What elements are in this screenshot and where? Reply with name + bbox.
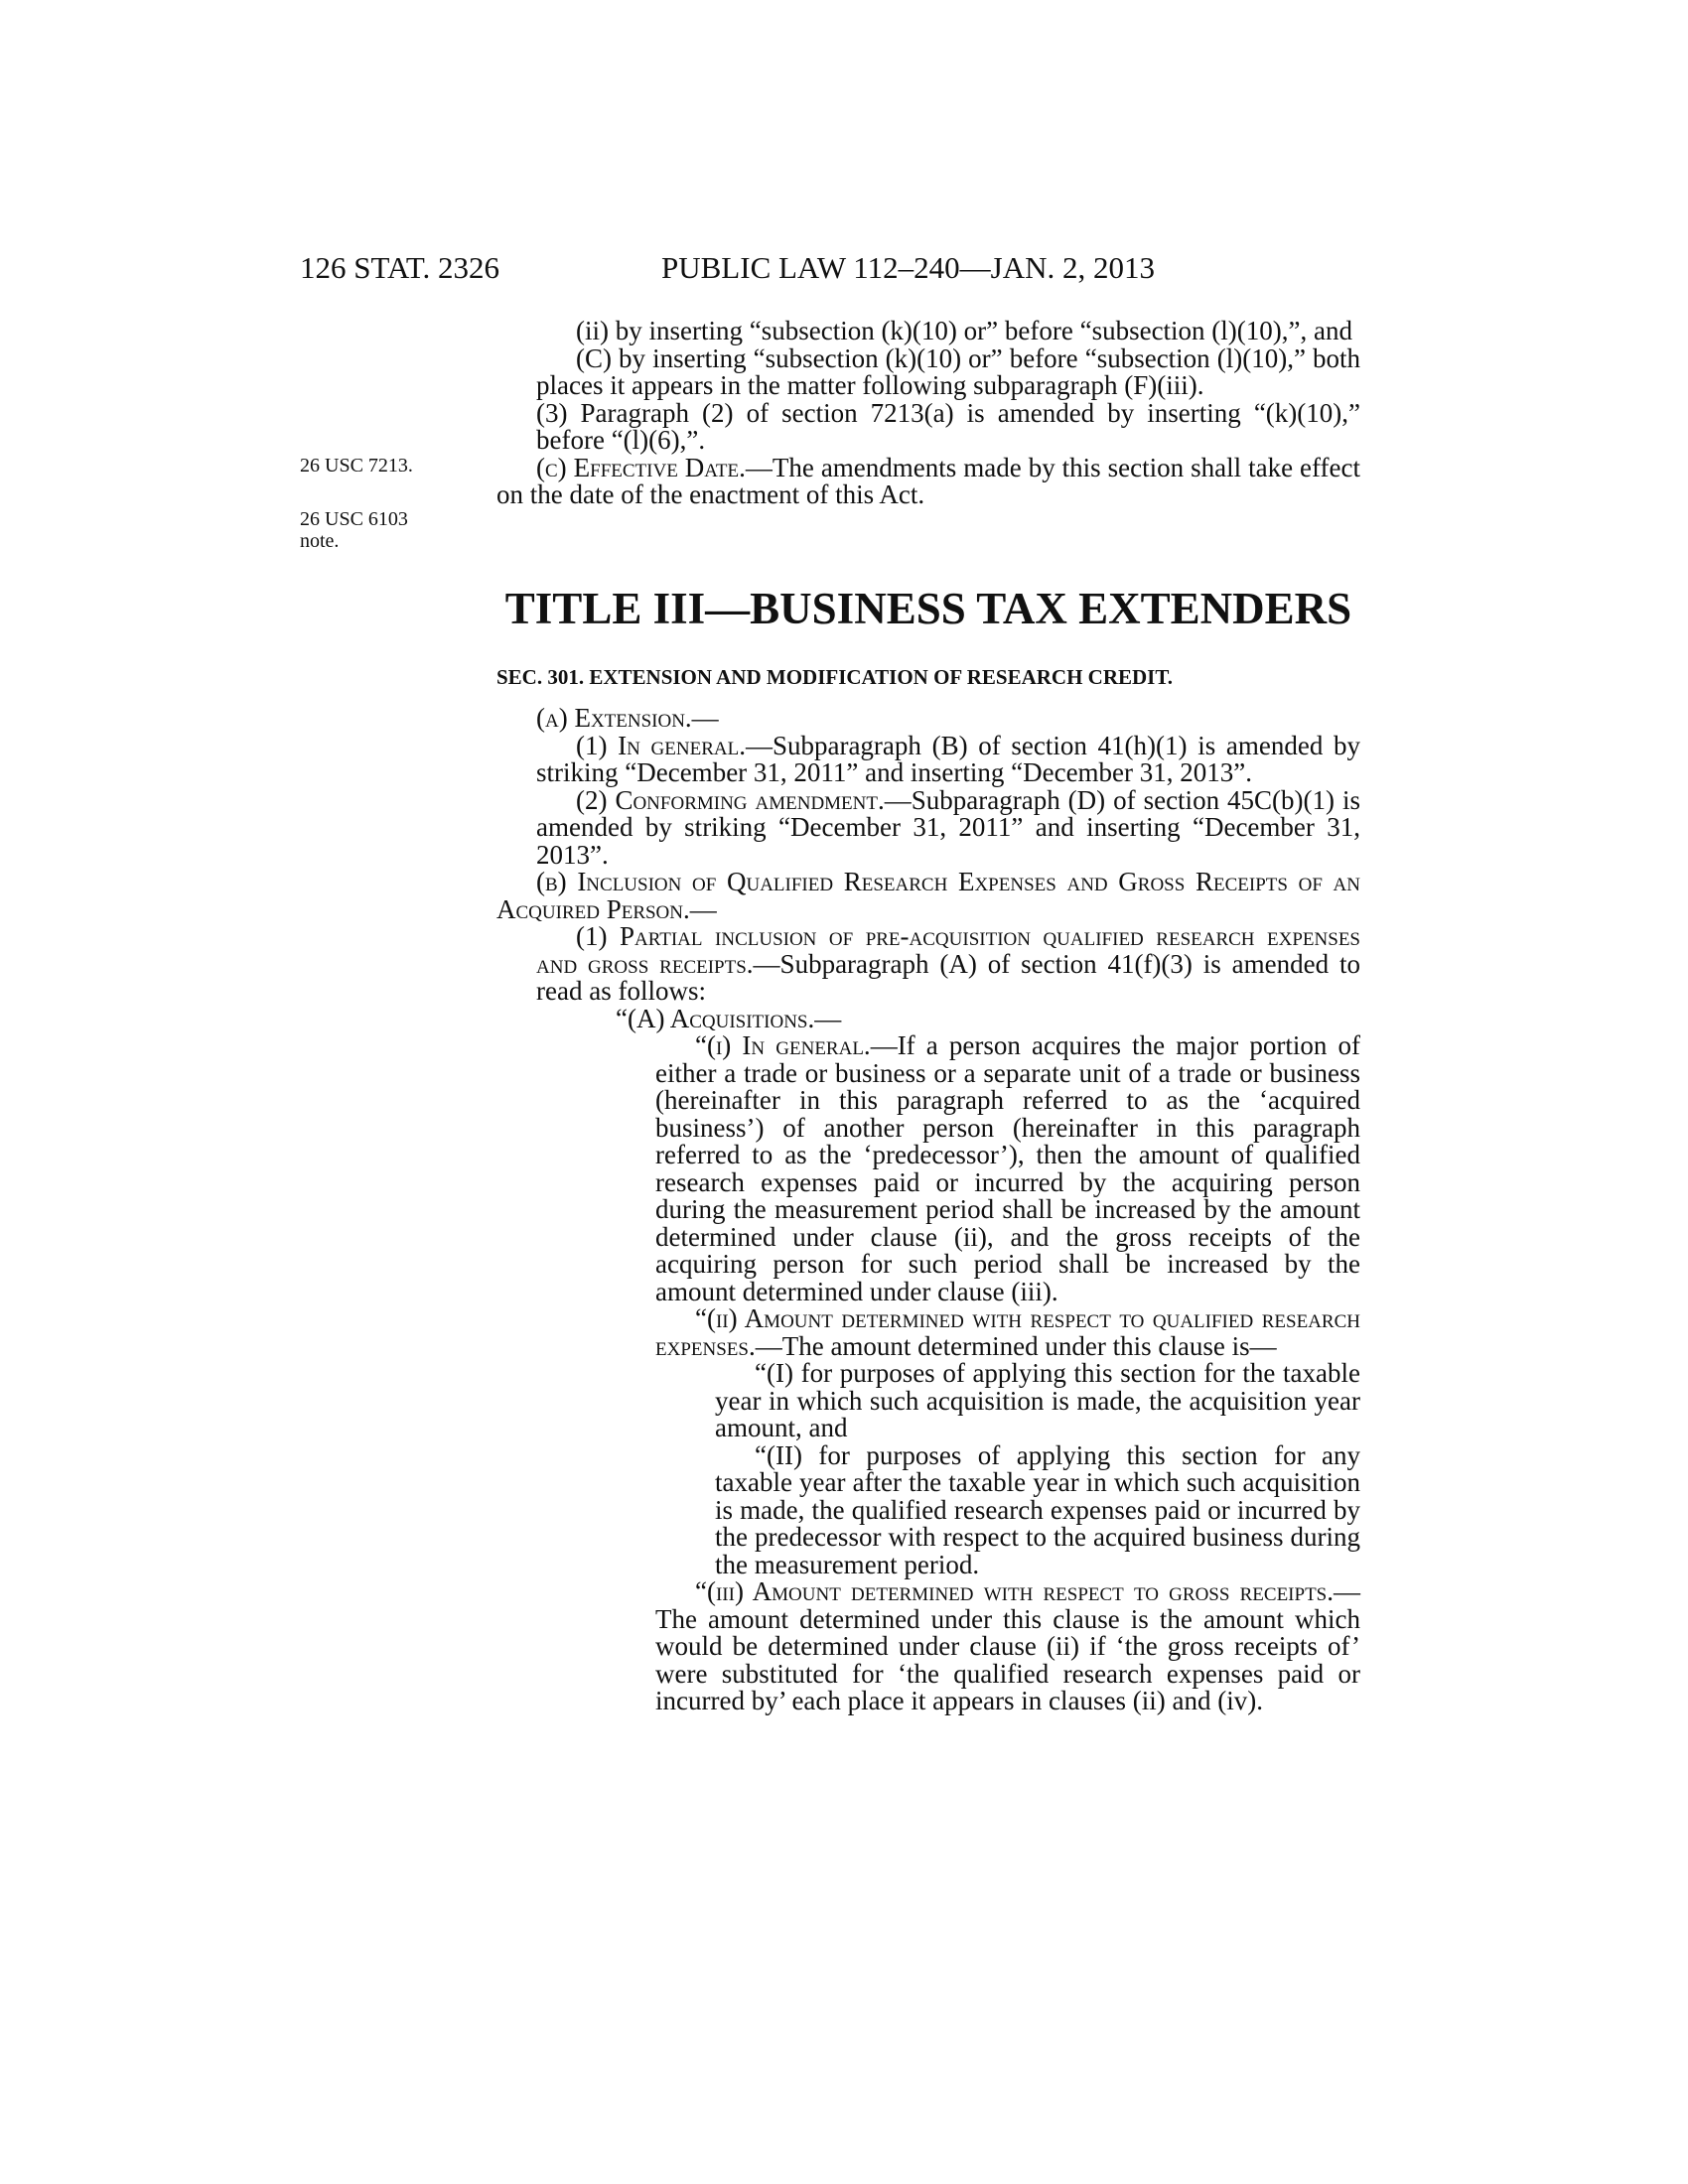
paragraph-a1-heading: (1) In general.	[576, 730, 746, 760]
subclause-I: “(I) for purposes of applying this section for the taxable year in which such acquisition is made, the acquisition year amount, and	[715, 1358, 1360, 1442]
section-301-heading: SEC. 301. EXTENSION AND MODIFICATION OF RESEARCH CREDIT.	[496, 665, 1174, 689]
subparagraph-A-heading-text: “(A) Acquisitions.—	[616, 1003, 842, 1033]
title-heading: TITLE III—BUSINESS TAX EXTENDERS	[504, 584, 1352, 633]
page-header	[300, 248, 1372, 288]
paragraph-b1-text: —Subparagraph (A) of section 41(f)(3) is amended to read as follows:	[536, 948, 1360, 1006]
top-text-block	[496, 318, 1360, 509]
clause-i-heading: “(i) In general.	[695, 1030, 871, 1060]
clause-ii-text: —The amount determined under this clause is—	[755, 1330, 1277, 1361]
subsection-b-heading-text: (b) Inclusion of Qualified Research Expenses and Gross Receipts of an Acquired Person.—	[496, 867, 1360, 924]
public-law-citation: PUBLIC LAW 112–240—JAN. 2, 2013	[661, 250, 1155, 285]
margin-note-6103	[300, 508, 439, 552]
clause-ii	[496, 1305, 1360, 1360]
clause-ii-heading: “(ii) Amount determined with respect to qualified research expenses.	[655, 1303, 1360, 1361]
paragraph-b1	[496, 923, 1360, 1006]
paragraph-b1-heading: (1) Partial inclusion of pre-acquisition qualified research expenses and gross receipts.	[536, 921, 1360, 979]
subclause-II: “(II) for purposes of applying this section for any taxable year after the taxable year in which such acquisition is made, the qualified research expenses paid or incurred by the predecessor with respect to the acquired business during the measurement period.	[715, 1439, 1360, 1579]
paragraph-C-inserting: (C) by inserting “subsection (k)(10) or” before “subsection (l)(10),” both places it appears in the matter following subparagraph (F)(iii).	[536, 342, 1360, 400]
paragraph-a1-text: —Subparagraph (B) of section 41(h)(1) is amended by striking “December 31, 2011” and inserting “December 31, 2013”.	[536, 730, 1360, 787]
paragraph-ii-inserting: (ii) by inserting “subsection (k)(10) or” before “subsection (l)(10),”, and	[576, 316, 1352, 345]
subsection-b-heading	[496, 869, 1360, 923]
effective-date-heading: (c) Effective Date.	[536, 452, 746, 482]
subparagraph-A-heading	[496, 1003, 1360, 1033]
effective-date-text: —The amendments made by this section shall take effect on the date of the enactment of this Act.	[496, 452, 1360, 509]
paragraph-a2-heading: (2) Conforming amendment.	[576, 784, 885, 815]
clause-i-text: —If a person acquires the major portion of either a trade or business or a separate unit of a trade or business (hereinafter in this paragraph referred to as the ‘acquired business’) of another person (hereinafter in this paragraph referred to as the ‘predecessor’), then the amount of qualified research expenses paid or incurred by the acquiring person during the measurement period shall be increased by the amount determined under clause (ii), and the gross receipts of the acquiring person for such period shall be increased by the amount determined under clause (iii).	[655, 1030, 1360, 1306]
section-301-body	[496, 705, 1360, 1715]
subsection-a-heading	[496, 705, 1360, 733]
clause-i	[496, 1032, 1360, 1305]
statute-page-number: 126 STAT. 2326	[300, 250, 500, 285]
margin-note-7213: 26 USC 7213.	[300, 455, 413, 477]
paragraph-effective-date	[496, 452, 1360, 509]
paragraph-a2	[496, 784, 1360, 870]
margin-note-6103-line1: 26 USC 6103	[300, 508, 408, 530]
clause-iii	[496, 1578, 1360, 1715]
paragraph-a2-text: —Subparagraph (D) of section 45C(b)(1) is amended by striking “December 31, 2011” and inserting “December 31, 2013”.	[536, 784, 1360, 870]
paragraph-a1	[496, 730, 1360, 787]
paragraph-3-section-7213: (3) Paragraph (2) of section 7213(a) is amended by inserting “(k)(10),” before “(l)(6),”.	[536, 397, 1360, 455]
clause-iii-heading: “(iii) Amount determined with respect to gross receipts.	[695, 1576, 1334, 1606]
clause-iii-text: —The amount determined under this clause is the amount which would be determined under clause (ii) if ‘the gross receipts of’ were substituted for ‘the qualified research expenses paid or incurred by’ each place it appears in clauses (ii) and (iv).	[655, 1576, 1360, 1715]
subsection-a-heading-text: (a) Extension.—	[536, 703, 719, 733]
margin-note-6103-line2: note.	[300, 530, 340, 552]
